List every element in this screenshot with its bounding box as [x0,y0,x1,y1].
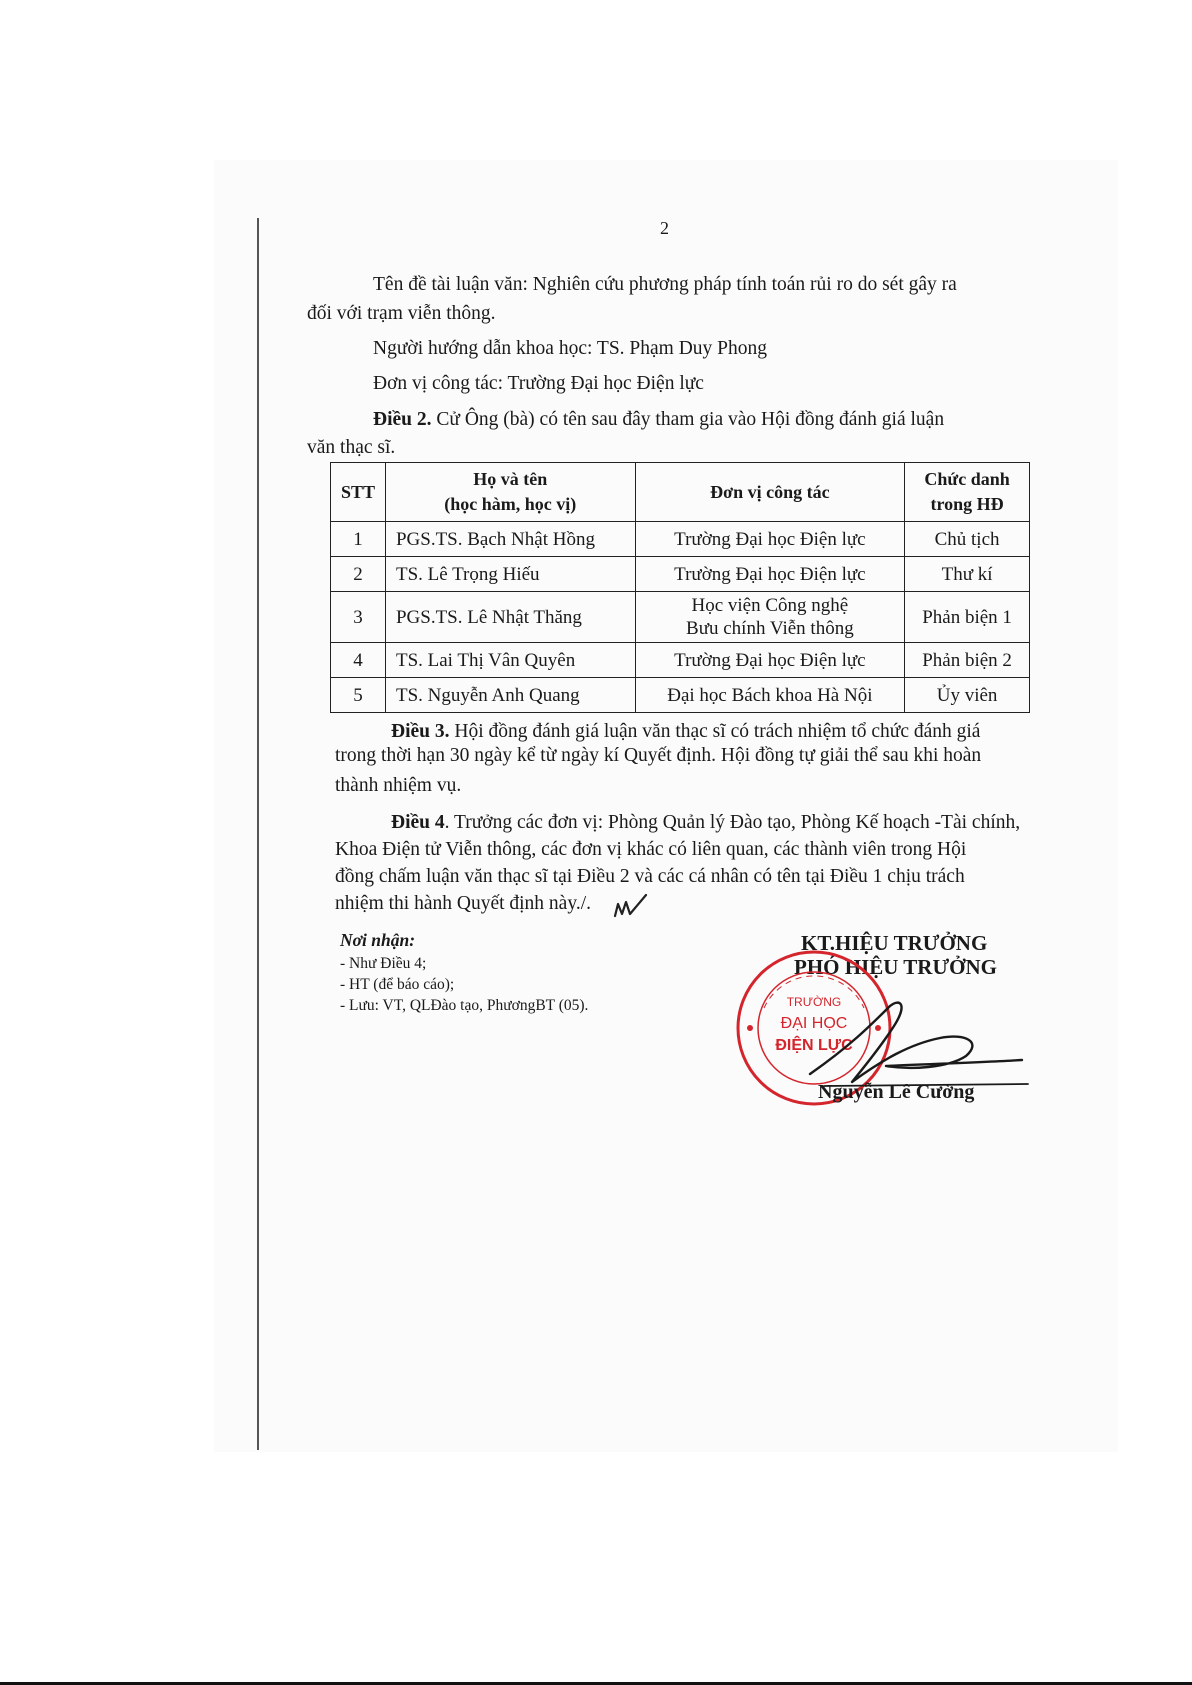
cell-role: Thư kí [905,557,1030,592]
article-2-text: Cử Ông (bà) có tên sau đây tham gia vào Hội đồng đánh giá luận [431,409,945,430]
cell-role: Phản biện 1 [905,592,1030,643]
cell-unit [635,592,905,643]
cell-stt: 2 [331,557,386,592]
cell-stt: 4 [331,643,386,678]
article-2-line-2: văn thạc sĩ. [307,437,396,458]
article-4-text: . Trưởng các đơn vị: Phòng Quản lý Đào tạo, Phòng Kế hoạch -Tài chính, [444,812,1021,833]
thesis-supervisor: Người hướng dẫn khoa học: TS. Phạm Duy Phong [373,338,768,359]
seal-text-line-1: TRƯỜNG [786,995,842,1009]
handwritten-signature [790,986,1030,1096]
cell-stt: 1 [331,522,386,557]
initials-mark [612,892,654,920]
thesis-topic-line-2: đối với trạm viễn thông. [307,303,496,324]
cell-name: TS. Lê Trọng Hiếu [385,557,635,592]
cell-name: TS. Nguyễn Anh Quang [385,678,635,713]
signer-title-2: PHÓ HIỆU TRƯỞNG [794,955,998,979]
article-4-line-2: Khoa Điện tử Viễn thông, các đơn vị khác có liên quan, các thành viên trong Hội [335,839,967,860]
table-row [331,678,1030,713]
article-3-line-3: thành nhiệm vụ. [335,775,462,796]
recipient-item: - Lưu: VT, QLĐào tạo, PhươngBT (05). [340,997,589,1014]
cell-unit-line-2: Bưu chính Viễn thông [686,618,854,639]
thesis-workplace: Đơn vị công tác: Trường Đại học Điện lực [373,373,704,394]
header-role-line-1: Chức danh [924,469,1010,489]
article-4-line-4: nhiệm thi hành Quyết định này./. [335,893,591,914]
recipient-item: - Như Điều 4; [340,955,427,972]
header-name [385,463,635,522]
table-row [331,643,1030,678]
header-name-line-2: (học hàm, học vị) [444,494,577,514]
table-header-row [331,463,1030,522]
article-3-text: Hội đồng đánh giá luận văn thạc sĩ có trách nhiệm tổ chức đánh giá [449,721,981,742]
cell-role: Ủy viên [905,678,1030,713]
signer-name: Nguyễn Lê Cường [818,1081,975,1103]
article-4-label: Điều 4 [391,812,445,833]
header-name-line-1: Họ và tên [473,469,548,489]
article-2-line-1 [373,405,944,434]
article-3-line-2: trong thời hạn 30 ngày kể từ ngày kí Quyết định. Hội đồng tự giải thể sau khi hoàn [335,745,982,766]
article-4-line-1 [391,808,1020,837]
recipient-item: - HT (để báo cáo); [340,976,455,993]
cell-role: Chủ tịch [905,522,1030,557]
article-3-label: Điều 3. [391,721,450,742]
cell-stt: 3 [331,592,386,643]
seal-text-line-2: ĐẠI HỌC [780,1015,848,1032]
header-role-line-2: trong HĐ [930,494,1004,514]
signer-title-1: KT.HIỆU TRƯỞNG [801,931,988,955]
table-row [331,557,1030,592]
cell-unit: Trường Đại học Điện lực [635,643,905,678]
header-stt: STT [331,463,386,522]
cell-name: TS. Lai Thị Vân Quyên [385,643,635,678]
cell-name: PGS.TS. Lê Nhật Thăng [385,592,635,643]
cell-name: PGS.TS. Bạch Nhật Hồng [385,522,635,557]
recipients-block [340,930,588,1016]
header-role [905,463,1030,522]
cell-stt: 5 [331,678,386,713]
margin-rule [257,218,259,1450]
cell-unit: Trường Đại học Điện lực [635,522,905,557]
thesis-topic-line-1: Tên đề tài luận văn: Nghiên cứu phương pháp tính toán rủi ro do sét gây ra [373,274,957,295]
header-unit: Đơn vị công tác [635,463,905,522]
cell-unit: Trường Đại học Điện lực [635,557,905,592]
page-number: 2 [660,218,669,238]
table-row [331,592,1030,643]
seal-text-line-3: ĐIỆN LỰC [775,1037,853,1054]
article-2-label: Điều 2. [373,409,432,430]
council-members-table [330,462,1030,713]
article-4-line-3: đồng chấm luận văn thạc sĩ tại Điều 2 và các cá nhân có tên tại Điều 1 chịu trách [335,866,965,887]
table-row [331,522,1030,557]
cell-unit-line-1: Học viện Công nghệ [691,595,849,616]
recipients-title: Nơi nhận: [340,930,416,950]
cell-role: Phản biện 2 [905,643,1030,678]
cell-unit: Đại học Bách khoa Hà Nội [635,678,905,713]
